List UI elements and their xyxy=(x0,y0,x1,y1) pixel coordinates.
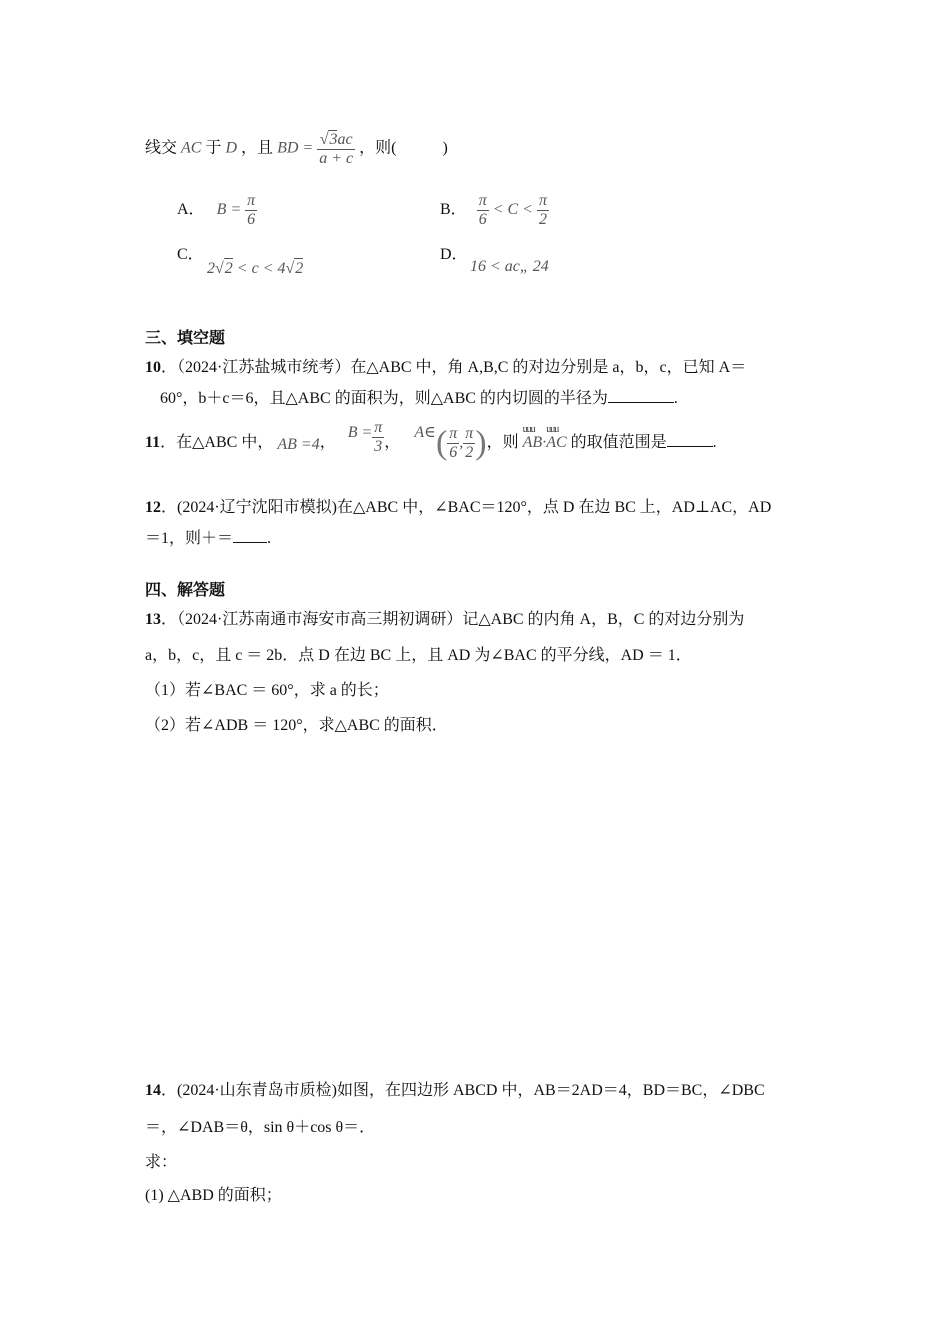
question-13-part-2: （2）若∠ADB ＝ 120°，求△ABC 的面积． xyxy=(145,717,448,734)
question-14-part-1: (1) △ABD 的面积； xyxy=(145,1187,282,1204)
question-14-line-1: 14．(2024·山东青岛市质检)如图，在四边形 ABCD 中，AB＝2AD＝4，BD＝BC，∠DBC xyxy=(145,1082,765,1099)
option-b[interactable]: B． $\frac{\pi}{6}$ < C < $\frac{\pi}{2}$ xyxy=(440,191,547,228)
question-10-line-2: 60°，b＋c＝6，且△ABC 的面积为，则△ABC 的内切圆的半径为 . xyxy=(160,386,678,409)
answer-blank[interactable] xyxy=(667,430,713,447)
question-13-line-1: 13．（2024·江苏南通市海安市高三期初调研）记△ABC 的内角 A，B，C 的对边分别为 xyxy=(145,611,745,628)
q9-tail-line: 线交 AC 于 D ，且 BD = $\frac{√3ac}{a + c}$ ，则( ) xyxy=(145,131,448,167)
question-12-line-1: 12．(2024·辽宁沈阳市模拟)在△ABC 中，∠BAC＝120°，点 D 在边 BC 上，AD⊥AC，AD xyxy=(145,499,772,516)
option-d-expr: 16 < ac„ 24 xyxy=(470,258,549,275)
question-10-line-1: 10．（2024·江苏盐城市统考）在△ABC 中，角 A,B,C 的对边分别是 a，b，c，已知 A＝ xyxy=(145,359,747,376)
question-13-line-2: a，b，c，且 c ＝ 2b．点 D 在边 BC 上，且 AD 为∠BAC 的平分线，AD ＝ 1． xyxy=(145,647,692,664)
math-ac: AC xyxy=(181,139,202,157)
option-a[interactable]: A． B = $\frac{\pi}{6}$ xyxy=(177,191,256,228)
question-14-ask: 求： xyxy=(145,1154,178,1171)
fraction-pi-6: $\frac{\pi}{6}$ xyxy=(247,191,256,228)
question-13-part-1: （1）若∠BAC ＝ 60°，求 a 的长； xyxy=(145,682,389,699)
question-11: 11．在△ABC 中， AB =4， B = $\frac{\pi}{3}$ ， A∈( $\frac{\pi}{6}$ , $\frac{\pi}{2}$ )，则 uuu AB· uuu AC 的取值范围是 . xyxy=(145,422,717,464)
fraction-bd: $\frac{√3ac}{a + c}$ xyxy=(319,131,354,167)
section-heading-fill-in: 三、填空题 xyxy=(145,330,226,347)
fraction-pi-3: $\frac{\pi}{3}$ xyxy=(374,418,383,455)
question-12-line-2: ＝1，则＋＝ . xyxy=(145,526,271,549)
math-d: D xyxy=(225,139,238,157)
question-14-line-2: ＝，∠DAB＝θ，sin θ＋cos θ＝． xyxy=(145,1119,376,1136)
fraction-pi-6: $\frac{\pi}{6}$ xyxy=(478,191,487,228)
fraction-pi-2: $\frac{\pi}{2}$ xyxy=(538,191,547,228)
fraction-pi-2: $\frac{\pi}{2}$ xyxy=(465,424,474,461)
fraction-pi-6: $\frac{\pi}{6}$ xyxy=(449,424,458,461)
answer-blank[interactable] xyxy=(233,526,267,543)
section-heading-solutions: 四、解答题 xyxy=(145,582,226,599)
option-d[interactable]: D． xyxy=(440,246,468,263)
option-c[interactable]: C． xyxy=(177,246,204,263)
vector-ab: uuu AB xyxy=(522,424,543,451)
answer-blank[interactable] xyxy=(608,386,674,403)
vector-ac: uuu AC xyxy=(546,424,567,451)
math-bd: BD = xyxy=(277,139,314,157)
option-c-expr: 2√2 < c < 4√2 xyxy=(207,260,304,277)
